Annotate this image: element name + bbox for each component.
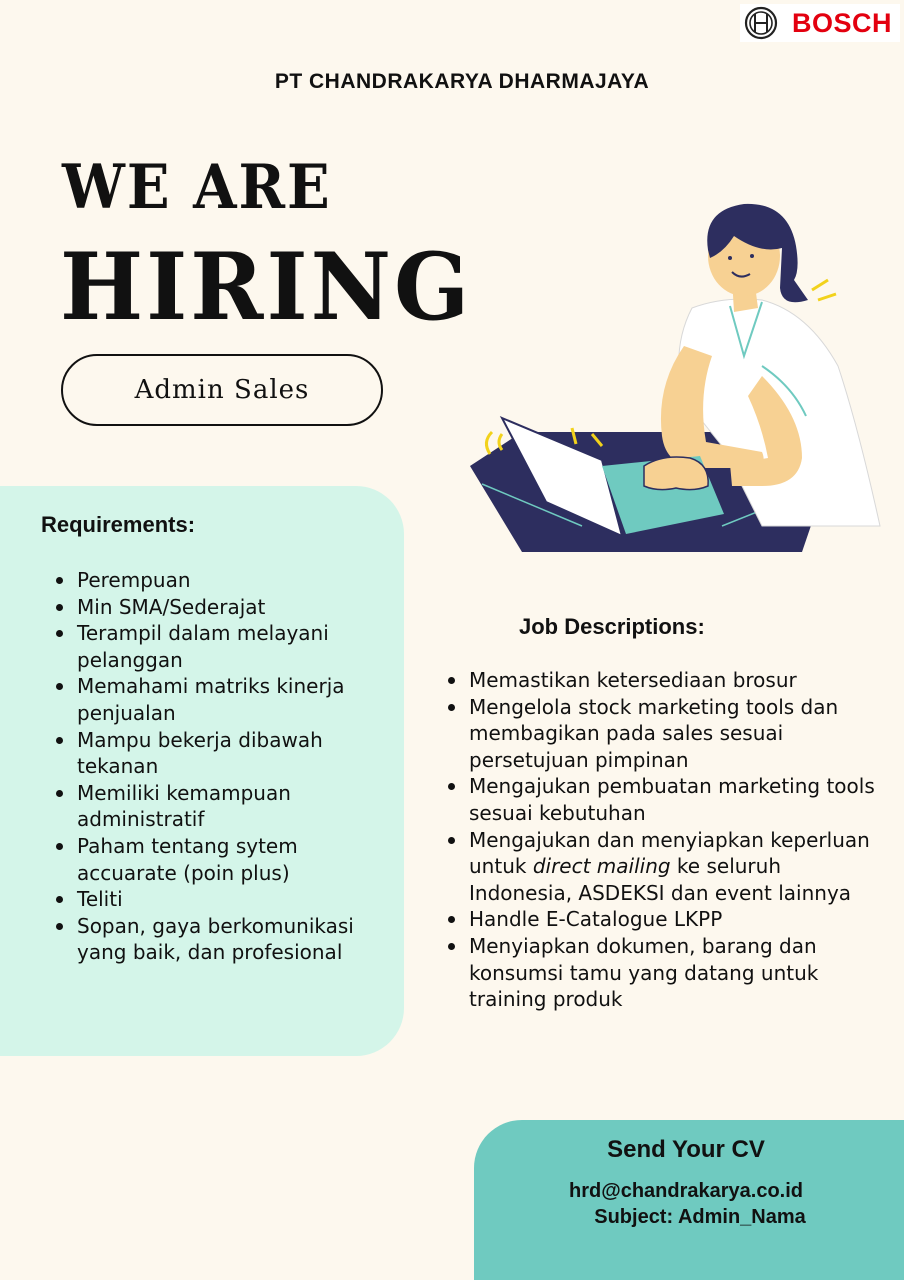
woman-typing-illustration-icon (462, 196, 882, 560)
requirements-title: Requirements: (41, 512, 196, 537)
list-item: Perempuan (53, 567, 373, 594)
list-item: Teliti (53, 886, 373, 913)
list-item: Memastikan ketersediaan brosur (445, 667, 885, 694)
bosch-armature-icon (744, 6, 778, 40)
list-item: Mampu bekerja dibawah tekanan (53, 727, 373, 780)
list-item: Sopan, gaya berkomunikasi yang baik, dan profesional (53, 913, 373, 966)
list-item: Paham tentang sytem accuarate (poin plus) (53, 833, 373, 886)
headline-we-are: WE ARE (62, 152, 332, 224)
list-item: Memiliki kemampuan administratif (53, 780, 373, 833)
send-cv-title: Send Your CV (607, 1136, 765, 1163)
contact-subject: Subject: Admin_Nama (594, 1206, 806, 1228)
list-item: Mengelola stock marketing tools dan membagikan pada sales sesuai persetujuan pimpinan (445, 694, 885, 774)
list-item: Mengajukan dan menyiapkan keperluan untuk direct mailing ke seluruh Indonesia, ASDEKSI dan event lainnya (445, 827, 885, 907)
contact-email[interactable]: hrd@chandrakarya.co.id (568, 1180, 804, 1202)
list-item: Mengajukan pembuatan marketing tools sesuai kebutuhan (445, 773, 885, 826)
job-descriptions-list (445, 667, 885, 1013)
headline-hiring: HIRING (60, 232, 473, 342)
list-item: Handle E-Catalogue LKPP (445, 906, 885, 933)
job-descriptions-title: Job Descriptions: (519, 614, 705, 639)
list-item: Memahami matriks kinerja penjualan (53, 673, 373, 726)
list-item: Menyiapkan dokumen, barang dan konsumsi tamu yang datang untuk training produk (445, 933, 885, 1013)
list-item: Min SMA/Sederajat (53, 594, 373, 621)
list-item: Terampil dalam melayani pelanggan (53, 620, 373, 673)
role-pill: Admin Sales (61, 354, 383, 426)
brand-name: BOSCH (792, 7, 893, 38)
brand-logo (740, 4, 900, 42)
company-name: PT CHANDRAKARYA DHARMAJAYA (274, 70, 650, 93)
requirements-list (53, 567, 373, 966)
